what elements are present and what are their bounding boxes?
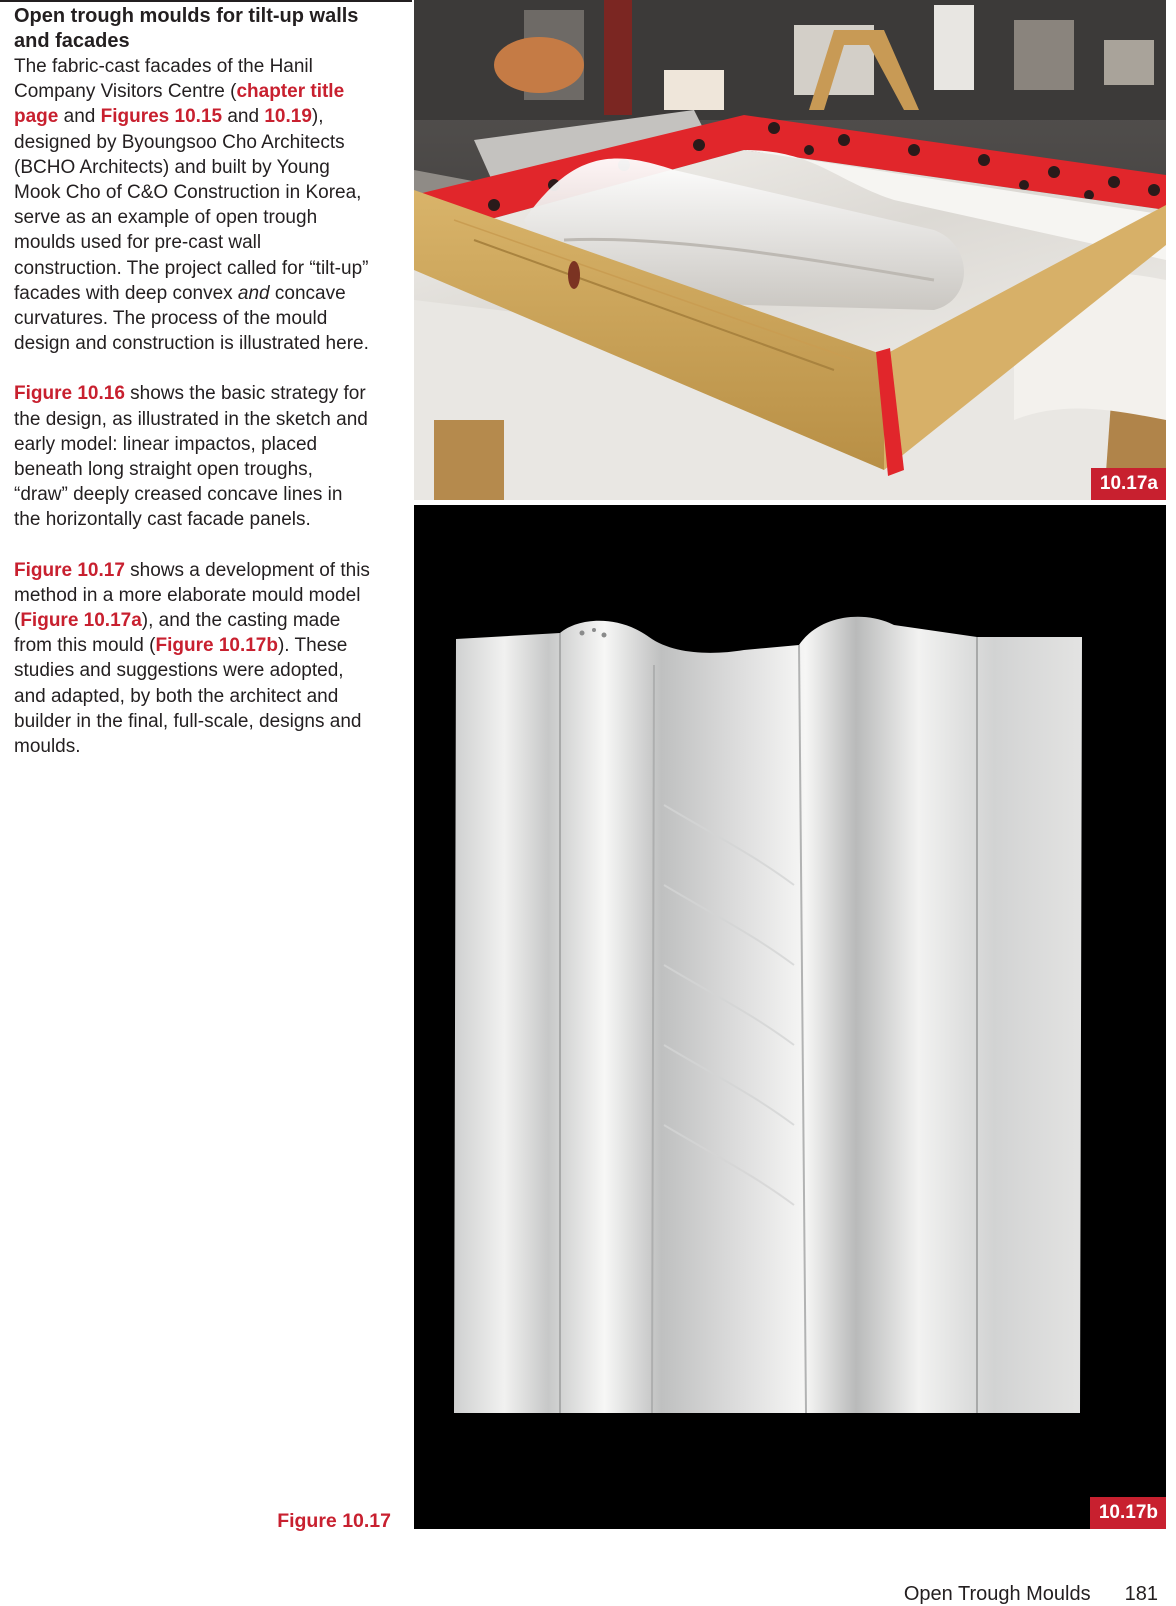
ref-figure-10-17a[interactable]: Figure 10.17a	[20, 610, 142, 632]
p1-text-4: ), designed by Byoungsoo Cho Architects (BCHO Architects) and built by Young Mook Cho of C&O Construction in Korea, serve as an example of open trough moulds used for pre-cast wall construction. The project called for “tilt-up” facades with deep convex	[14, 106, 369, 304]
figure-label-b: 10.17b	[1090, 1497, 1166, 1529]
ref-chapter-title-page[interactable]: chapter title page	[14, 81, 345, 128]
p3-text-2: ), and the casting made from this mould (	[14, 610, 341, 657]
figure-caption: Figure 10.17	[277, 1510, 391, 1532]
figure-label-a: 10.17a	[1091, 468, 1166, 500]
ref-figures-10-15[interactable]: Figures 10.15	[100, 106, 223, 128]
mould-model-illustration	[414, 0, 1166, 500]
casting-illustration	[414, 505, 1166, 1529]
section-heading: Open trough moulds for tilt-up walls and facades	[14, 5, 359, 52]
p1-text-1: The fabric-cast facades of the Hanil Company Visitors Centre (	[14, 56, 313, 103]
text-column	[14, 4, 370, 784]
plaster-casting	[454, 617, 1082, 1413]
top-rule	[0, 0, 412, 2]
p3-text-3: ). These studies and suggestions were adopted, and adapted, by both the architect and builder in the final, full-scale, designs and moulds.	[14, 635, 362, 758]
paragraph-1	[14, 54, 370, 356]
running-title: Open Trough Moulds	[903, 1583, 1091, 1605]
p3-text-1: shows a development of this method in a more elaborate mould model (	[14, 559, 370, 632]
ref-figure-10-16[interactable]: Figure 10.16	[14, 383, 125, 405]
ref-figure-10-17b[interactable]: Figure 10.17b	[155, 635, 278, 657]
p1-text-3: and	[222, 106, 265, 128]
ref-figure-10-17[interactable]: Figure 10.17	[14, 559, 125, 581]
page-footer	[904, 1583, 1158, 1606]
p2-text-1: shows the basic strategy for the design, as illustrated in the sketch and early model: linear impactos, placed beneath long straight open troughs, “draw” deeply creased concave lines in the horizontally cast facade panels.	[14, 383, 368, 531]
paragraph-2	[14, 381, 370, 532]
ref-10-19[interactable]: 10.19	[264, 106, 312, 128]
photo-casting	[414, 505, 1166, 1529]
photo-mould-model	[414, 0, 1166, 500]
paragraph-3	[14, 558, 370, 760]
p1-text-2: and	[58, 106, 101, 128]
p1-text-5: concave curvatures. The process of the mould design and construction is illustrated here.	[14, 282, 369, 355]
p1-emphasis: and	[237, 282, 270, 304]
page-number: 181	[1124, 1583, 1158, 1605]
